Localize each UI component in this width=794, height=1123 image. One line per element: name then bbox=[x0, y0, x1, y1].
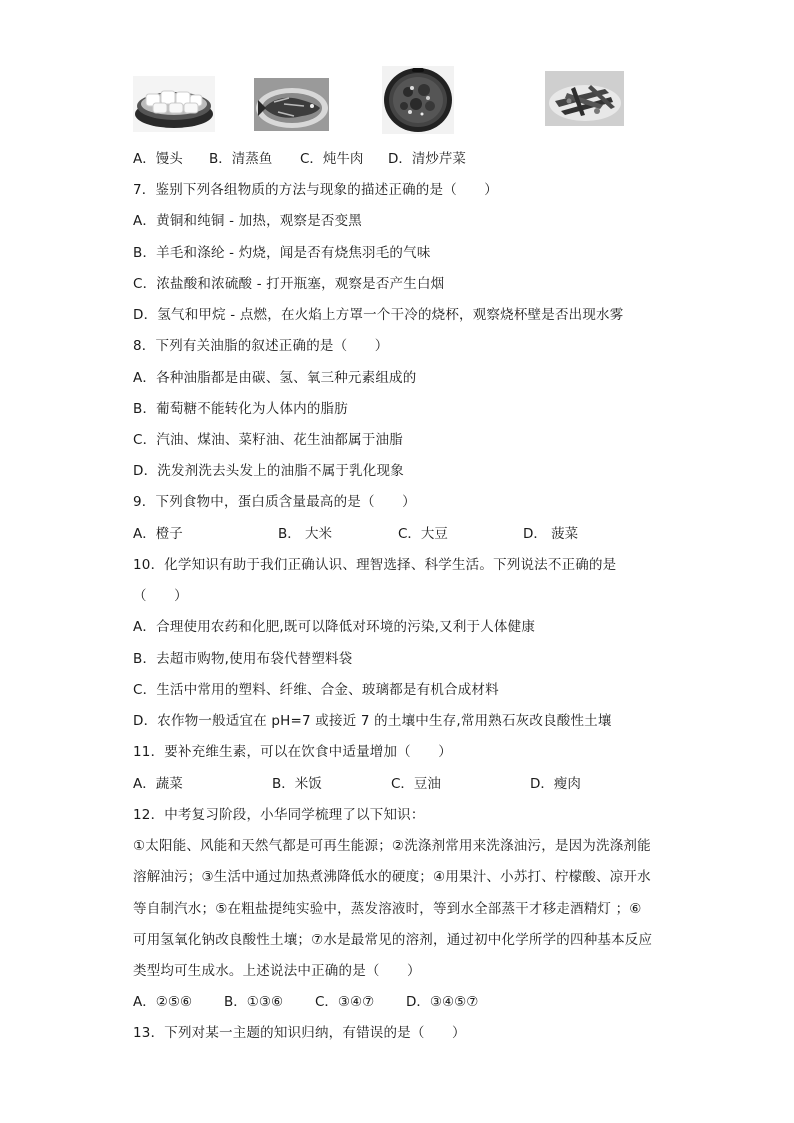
q7-option-c: C．浓盐酸和浓硫酸 - 打开瓶塞，观察是否产生白烟 bbox=[133, 276, 445, 292]
food-option-c: C．炖牛肉 bbox=[300, 151, 364, 167]
q9-option-d: D． 菠菜 bbox=[523, 526, 579, 542]
food-option-d: D．清炒芹菜 bbox=[388, 151, 466, 167]
q12-body-line4: 可用氢氧化钠改良酸性土壤；⑦水是最常见的溶剂，通过初中化学所学的四种基本反应 bbox=[133, 932, 653, 948]
food-option-b: B．清蒸鱼 bbox=[209, 151, 273, 167]
q12-stem: 12．中考复习阶段，小华同学梳理了以下知识： bbox=[133, 807, 425, 823]
q13-stem: 13．下列对某一主题的知识归纳，有错误的是（ ） bbox=[133, 1025, 466, 1041]
q12-option-a: A．②⑤⑥ bbox=[133, 994, 193, 1010]
q12-option-b: B．①③⑥ bbox=[224, 994, 284, 1010]
q12-option-c: C．③④⑦ bbox=[315, 994, 375, 1010]
q10-option-d: D．农作物一般适宜在 pH=7 或接近 7 的土壤中生存,常用熟石灰改良酸性土壤 bbox=[133, 713, 612, 729]
q9-option-a: A．橙子 bbox=[133, 526, 183, 542]
q12-body-line1: ①太阳能、风能和天然气都是可再生能源；②洗涤剂常用来洗涤油污，是因为洗涤剂能 bbox=[133, 838, 651, 854]
q11-stem: 11．要补充维生素，可以在饮食中适量增加（ ） bbox=[133, 744, 452, 760]
q12-option-d: D．③④⑤⑦ bbox=[406, 994, 479, 1010]
q10-stem-line2: （ ） bbox=[133, 588, 188, 604]
q9-stem: 9．下列食物中，蛋白质含量最高的是（ ） bbox=[133, 494, 416, 510]
steamed-buns-icon bbox=[133, 76, 215, 132]
stir-fried-celery-icon bbox=[545, 71, 624, 126]
q11-option-d: D．瘦肉 bbox=[530, 776, 581, 792]
food-option-a: A．馒头 bbox=[133, 151, 183, 167]
q9-option-c: C．大豆 bbox=[398, 526, 448, 542]
q11-option-b: B．米饭 bbox=[272, 776, 322, 792]
stewed-beef-icon bbox=[382, 66, 454, 134]
q10-option-c: C．生活中常用的塑料、纤维、合金、玻璃都是有机合成材料 bbox=[133, 682, 499, 698]
steamed-fish-icon bbox=[254, 78, 329, 131]
q7-option-d: D．氢气和甲烷 - 点燃，在火焰上方罩一个干冷的烧杯，观察烧杯壁是否出现水雾 bbox=[133, 307, 624, 323]
q8-option-d: D．洗发剂洗去头发上的油脂不属于乳化现象 bbox=[133, 463, 404, 479]
q7-stem: 7．鉴别下列各组物质的方法与现象的描述正确的是（ ） bbox=[133, 182, 498, 198]
q10-option-a: A．合理使用农药和化肥,既可以降低对环境的污染,又利于人体健康 bbox=[133, 619, 536, 635]
food-images-row bbox=[0, 66, 794, 136]
q11-option-c: C．豆油 bbox=[391, 776, 441, 792]
q12-body-line2: 溶解油污；③生活中通过加热煮沸降低水的硬度；④用果汁、小苏打、柠檬酸、凉开水 bbox=[133, 869, 651, 885]
q7-option-b: B．羊毛和涤纶 - 灼烧，闻是否有烧焦羽毛的气味 bbox=[133, 245, 431, 261]
q10-stem-line1: 10．化学知识有助于我们正确认识、理智选择、科学生活。下列说法不正确的是 bbox=[133, 557, 617, 573]
q12-body-line5: 类型均可生成水。上述说法中正确的是（ ） bbox=[133, 963, 421, 979]
q10-option-b: B．去超市购物,使用布袋代替塑料袋 bbox=[133, 651, 353, 667]
q9-option-b: B． 大米 bbox=[278, 526, 333, 542]
q7-option-a: A．黄铜和纯铜 - 加热，观察是否变黑 bbox=[133, 213, 362, 229]
q8-option-b: B．葡萄糖不能转化为人体内的脂肪 bbox=[133, 401, 348, 417]
q8-option-c: C．汽油、煤油、菜籽油、花生油都属于油脂 bbox=[133, 432, 403, 448]
q8-stem: 8．下列有关油脂的叙述正确的是（ ） bbox=[133, 338, 389, 354]
q11-option-a: A．蔬菜 bbox=[133, 776, 183, 792]
q8-option-a: A．各种油脂都是由碳、氢、氧三种元素组成的 bbox=[133, 370, 417, 386]
q12-body-line3: 等自制汽水；⑤在粗盐提纯实验中，蒸发溶液时，等到水全部蒸干才移走酒精灯 ；⑥ bbox=[133, 901, 642, 917]
